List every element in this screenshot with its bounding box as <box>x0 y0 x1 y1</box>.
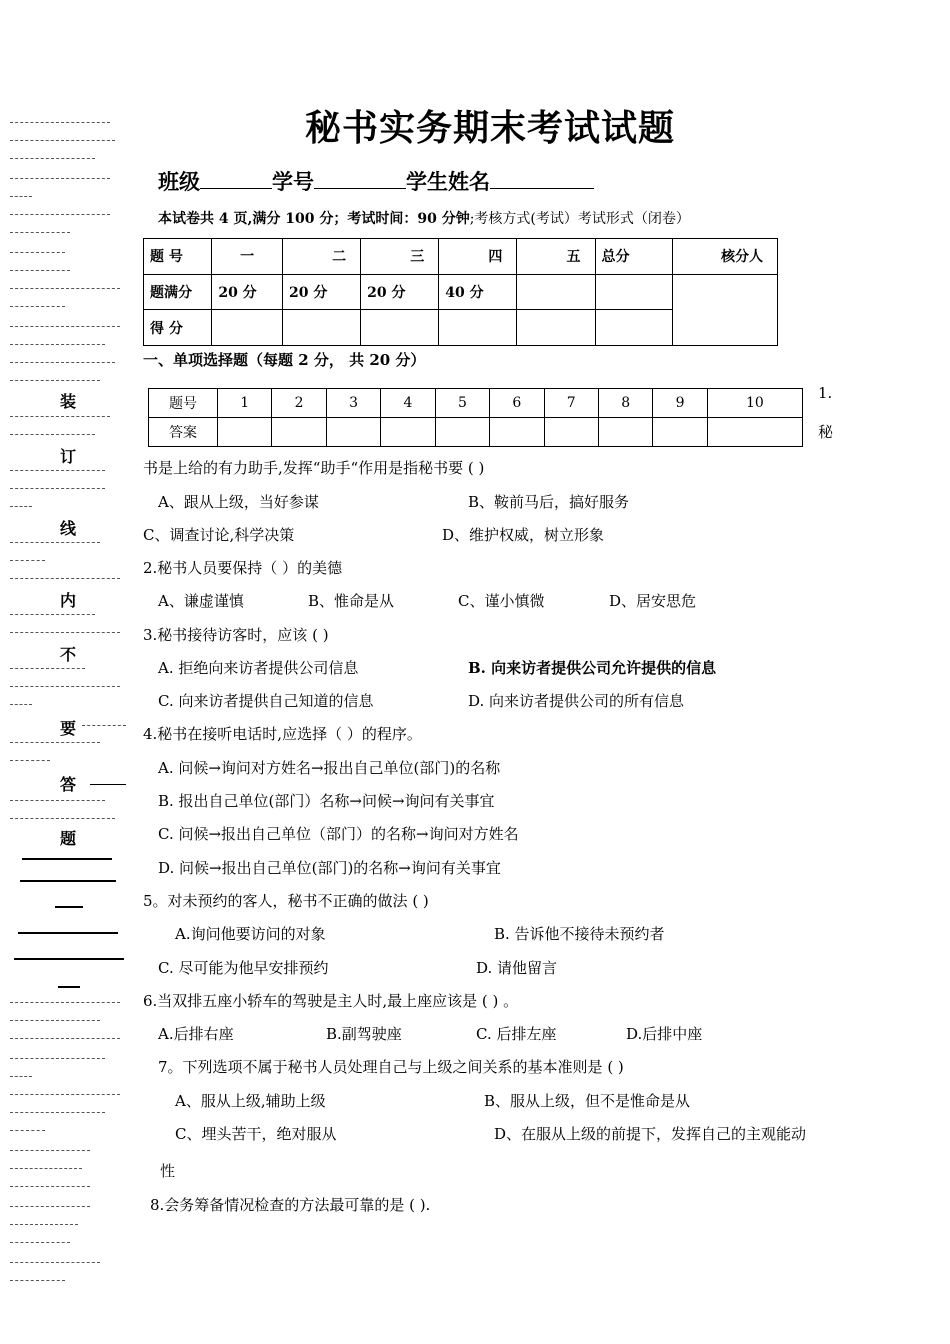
q5-option-b: B. 告诉他不接待未预约者 <box>494 925 665 943</box>
checker-cell[interactable] <box>672 274 777 345</box>
margin-dash <box>10 506 32 508</box>
margin-char-4: 内 <box>60 591 77 610</box>
margin-dash <box>82 725 126 727</box>
margin-dash <box>10 668 85 670</box>
margin-dash <box>10 1206 90 1208</box>
margin-dash <box>10 1150 90 1152</box>
answer-cell[interactable] <box>490 418 544 447</box>
question-number-cell: 9 <box>653 389 707 418</box>
score-header-cell: 四 <box>439 239 517 275</box>
q4-option-c: C. 问候→报出自己单位（部门）的名称→询问对方姓名 <box>158 825 519 843</box>
q5-option-d: D. 请他留言 <box>476 959 558 977</box>
q1-option-c: C、调查讨论,科学决策 <box>143 526 295 544</box>
margin-dash <box>10 232 70 234</box>
answer-cell[interactable] <box>707 418 802 447</box>
margin-dash <box>14 958 124 961</box>
margin-dash <box>10 158 95 160</box>
margin-dash <box>10 760 50 762</box>
margin-dash <box>10 270 70 272</box>
student-info-line <box>158 166 594 196</box>
q4-option-a: A. 问候→询问对方姓名→报出自己单位(部门)的名称 <box>158 759 501 777</box>
q5-option-c: C. 尽可能为他早安排预约 <box>158 959 329 977</box>
margin-dash <box>10 1112 105 1114</box>
margin-dash <box>10 1242 70 1244</box>
q7-option-c: C、埋头苦干，绝对服从 <box>175 1125 337 1143</box>
margin-dash <box>10 488 105 490</box>
answer-cell[interactable] <box>598 418 652 447</box>
q3-option-d: D. 向来访者提供公司的所有信息 <box>468 692 685 710</box>
margin-char-6: 要 <box>60 719 77 738</box>
answer-cell[interactable] <box>381 418 435 447</box>
margin-dash <box>10 560 45 562</box>
score-header-cell: 五 <box>517 239 595 275</box>
q2-stem: 2.秘书人员要保持（ ）的美德 <box>143 559 343 577</box>
score-header-cell: 一 <box>212 239 283 275</box>
answer-cell[interactable] <box>326 418 380 447</box>
q6-option-a: A.后排右座 <box>158 1025 234 1043</box>
instructions-normal: ;考核方式(考试）考试形式（闭卷） <box>469 211 690 227</box>
margin-dash <box>10 178 110 180</box>
question-number-cell: 2 <box>272 389 326 418</box>
margin-char-1: 装 <box>60 392 77 411</box>
q3-option-c: C. 向来访者提供自己知道的信息 <box>158 692 374 710</box>
q3-stem: 3.秘书接待访客时，应该 ( ) <box>143 626 329 644</box>
margin-char-2: 订 <box>60 447 77 466</box>
q7-option-d-continued: 性 <box>160 1162 176 1180</box>
q7-option-a: A、服从上级,辅助上级 <box>175 1092 326 1110</box>
margin-dash <box>18 932 118 935</box>
answer-cell[interactable] <box>218 418 272 447</box>
q6-option-c: C. 后排左座 <box>476 1025 557 1043</box>
full-marks-cell <box>595 274 672 310</box>
q5-option-a: A.询问他要访问的对象 <box>175 925 326 943</box>
question-number-cell: 6 <box>490 389 544 418</box>
exam-title: 秘书实务期末考试试题 <box>304 107 675 149</box>
score-label: 得 分 <box>144 310 212 346</box>
margin-dash <box>10 1224 78 1226</box>
score-header-cell: 题 号 <box>144 239 212 275</box>
margin-dash <box>10 1168 82 1170</box>
q6-stem: 6.当双排五座小轿车的驾驶是主人时,最上座应该是 ( ) 。 <box>143 992 519 1010</box>
margin-dash <box>10 470 105 472</box>
question-number-cell: 10 <box>707 389 802 418</box>
answer-table-answer-row <box>149 418 803 447</box>
q6-option-b: B.副驾驶座 <box>326 1025 402 1043</box>
answer-row-label: 题号 <box>149 389 218 418</box>
margin-dash <box>10 632 120 634</box>
margin-dash <box>55 906 83 909</box>
margin-char-3: 线 <box>60 519 77 538</box>
margin-dash <box>10 344 105 346</box>
score-cell[interactable] <box>517 310 595 346</box>
margin-dash <box>10 1020 100 1022</box>
margin-dash <box>22 858 112 861</box>
margin-dash <box>10 542 100 544</box>
question-number-cell: 1 <box>218 389 272 418</box>
margin-dash <box>10 288 120 290</box>
margin-dash <box>10 800 105 802</box>
q6-option-d: D.后排中座 <box>626 1025 703 1043</box>
question-number-cell: 5 <box>435 389 489 418</box>
q5-stem: 5。对未预约的客人，秘书不正确的做法 ( ) <box>143 892 429 910</box>
margin-dash <box>10 1038 120 1040</box>
margin-dash <box>10 1262 100 1264</box>
question-number-cell: 7 <box>544 389 598 418</box>
margin-dash <box>90 784 126 786</box>
score-table-header-row <box>144 239 778 275</box>
q8-stem: 8.会务筹备情况检查的方法最可靠的是 ( ). <box>150 1196 431 1214</box>
q4-stem: 4.秘书在接听电话时,应选择（ ）的程序。 <box>143 725 422 743</box>
full-marks-cell: 20 分 <box>212 274 283 310</box>
margin-char-8: 题 <box>60 829 77 848</box>
q1-option-d: D、维护权威，树立形象 <box>442 526 605 544</box>
full-marks-cell: 40 分 <box>439 274 517 310</box>
margin-dash <box>10 1002 120 1004</box>
q4-option-b: B. 报出自己单位(部门）名称→问候→询问有关事宜 <box>158 792 495 810</box>
q3-option-b: B. 向来访者提供公司允许提供的信息 <box>468 659 717 677</box>
margin-dash <box>10 1094 120 1096</box>
full-marks-cell: 20 分 <box>361 274 439 310</box>
margin-char-7: 答 <box>60 775 77 794</box>
margin-dash <box>10 818 115 820</box>
q3-option-a: A. 拒绝向来访者提供公司信息 <box>158 659 359 677</box>
score-header-cell: 总分 <box>595 239 672 275</box>
score-cell[interactable] <box>595 310 672 346</box>
margin-dash <box>10 416 110 418</box>
question-number-cell: 4 <box>381 389 435 418</box>
exam-instructions <box>158 208 690 228</box>
score-header-cell: 核分人 <box>672 239 777 275</box>
q1-option-b: B、鞍前马后，搞好服务 <box>468 493 630 511</box>
margin-dash <box>10 326 120 328</box>
answer-table-number-row <box>149 389 803 418</box>
answer-table <box>148 388 803 447</box>
score-header-cell: 二 <box>283 239 361 275</box>
q1-option-a: A、跟从上级，当好参谋 <box>158 493 319 511</box>
class-blank[interactable] <box>200 168 272 189</box>
score-cell[interactable] <box>361 310 439 346</box>
margin-dash <box>10 614 95 616</box>
answer-cell[interactable] <box>653 418 707 447</box>
student-id-blank[interactable] <box>314 168 406 189</box>
score-table-fullmarks-row <box>144 274 778 310</box>
margin-dash <box>58 986 80 989</box>
q1-number: 1. <box>818 384 833 402</box>
student-name-label: 学生姓名 <box>406 169 490 194</box>
margin-dash <box>10 1130 45 1132</box>
q4-option-d: D. 问候→报出自己单位(部门)的名称→询问有关事宜 <box>158 859 501 877</box>
answer-cell[interactable] <box>544 418 598 447</box>
margin-dash <box>10 686 120 688</box>
answer-row-label: 答案 <box>149 418 218 447</box>
q1-stem: 书是上给的有力助手,发挥“助手“作用是指秘书要 ( ) <box>143 459 485 477</box>
margin-char-5: 不 <box>60 645 77 664</box>
margin-dash <box>10 380 100 382</box>
score-header-cell: 三 <box>361 239 439 275</box>
margin-dash <box>10 742 100 744</box>
margin-dash <box>10 704 32 706</box>
margin-dash <box>10 434 95 436</box>
margin-dash <box>20 880 116 883</box>
margin-dash <box>10 1280 65 1282</box>
q7-stem: 7。下列选项不属于秘书人员处理自己与上级之间关系的基本准则是 ( ) <box>158 1058 624 1076</box>
score-cell[interactable] <box>439 310 517 346</box>
margin-dash <box>10 1186 90 1188</box>
q2-option-a: A、谦虚谨慎 <box>158 592 244 610</box>
margin-dash <box>10 214 110 216</box>
margin-dash <box>10 362 115 364</box>
full-marks-label: 题满分 <box>144 274 212 310</box>
margin-dash <box>10 1076 32 1078</box>
full-marks-cell <box>517 274 595 310</box>
score-cell[interactable] <box>283 310 361 346</box>
full-marks-cell: 20 分 <box>283 274 361 310</box>
class-label: 班级 <box>158 169 200 194</box>
margin-dash <box>10 196 32 198</box>
margin-dash <box>10 1058 105 1060</box>
q2-option-c: C、谨小慎微 <box>458 592 545 610</box>
margin-dash <box>10 578 120 580</box>
student-name-blank[interactable] <box>490 168 594 189</box>
answer-cell[interactable] <box>272 418 326 447</box>
question-number-cell: 3 <box>326 389 380 418</box>
q2-option-d: D、居安思危 <box>609 592 697 610</box>
score-cell[interactable] <box>212 310 283 346</box>
answer-cell[interactable] <box>435 418 489 447</box>
score-table <box>143 238 778 346</box>
instructions-bold: 本试卷共 4 页,满分 100 分；考试时间：90 分钟 <box>158 211 470 227</box>
question-number-cell: 8 <box>598 389 652 418</box>
student-id-label: 学号 <box>272 169 314 194</box>
q7-option-b: B、服从上级，但不是惟命是从 <box>484 1092 691 1110</box>
margin-dash <box>10 252 65 254</box>
margin-dash <box>10 306 65 308</box>
q2-option-b: B、惟命是从 <box>308 592 395 610</box>
q7-option-d: D、在服从上级的前提下，发挥自己的主观能动 <box>494 1125 807 1143</box>
q1-stem-start: 秘 <box>818 423 834 441</box>
section-1-title: 一、单项选择题（每题 2 分， 共 20 分） <box>143 351 426 369</box>
